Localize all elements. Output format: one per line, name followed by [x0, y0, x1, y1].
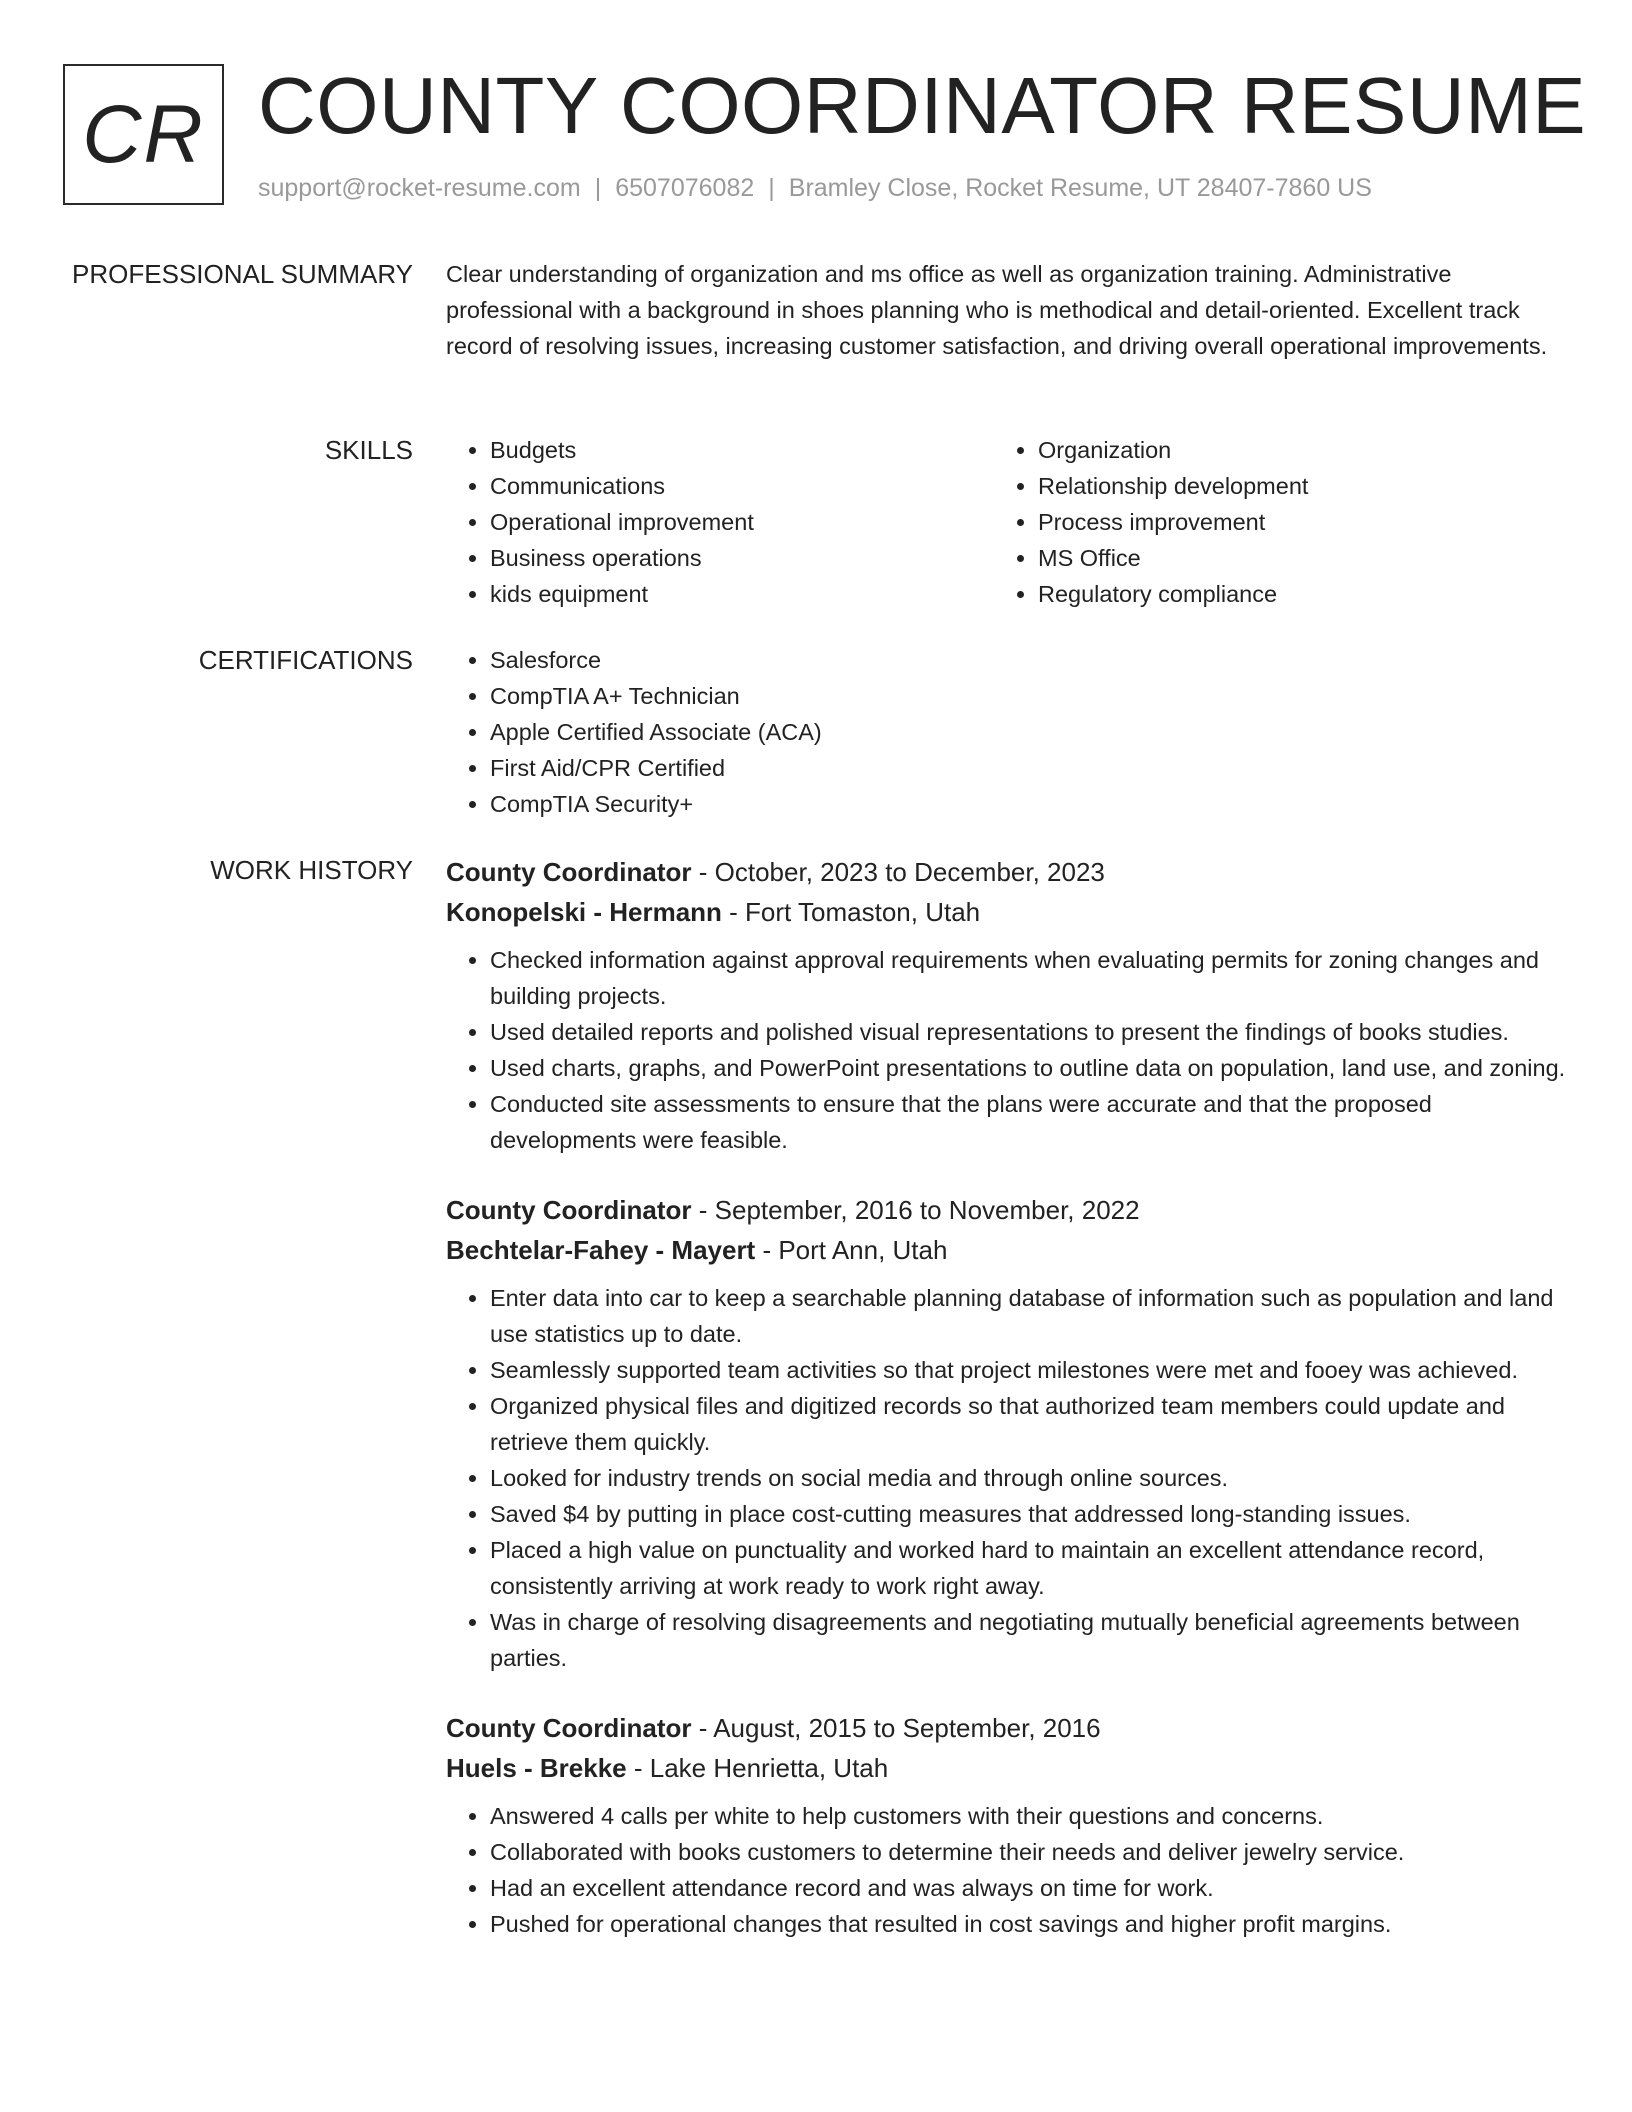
job-company-line	[446, 1748, 1566, 1788]
skill-item: • Operational improvement	[490, 504, 994, 540]
resume-title: COUNTY COORDINATOR RESUME	[258, 61, 1587, 150]
job-dates: - August, 2015 to September, 2016	[691, 1713, 1101, 1743]
job-bullet: • Used charts, graphs, and PowerPoint presentations to outline data on population, land use, and zoning.	[490, 1050, 1566, 1086]
job-bullet: • Enter data into car to keep a searchable planning database of information such as population and land use statistics up to date.	[490, 1280, 1566, 1352]
job-company: Konopelski - Hermann	[446, 897, 722, 927]
job-title: County Coordinator	[446, 1713, 692, 1743]
skills-column-left	[446, 432, 994, 612]
job-company: Bechtelar-Fahey - Mayert	[446, 1235, 756, 1265]
contact-phone[interactable]: 6507076082	[615, 174, 755, 202]
job-dates: - September, 2016 to November, 2022	[691, 1195, 1140, 1225]
job-bullet: • Was in charge of resolving disagreements and negotiating mutually beneficial agreements between parties.	[490, 1604, 1566, 1676]
skill-item: • Process improvement	[1038, 504, 1542, 540]
job-bullet: • Placed a high value on punctuality and worked hard to maintain an excellent attendance record, consistently arriving at work ready to work right away.	[490, 1532, 1566, 1604]
job-location: - Fort Tomaston, Utah	[721, 897, 981, 927]
skill-item: • kids equipment	[490, 576, 994, 612]
contact-separator: |	[594, 174, 602, 202]
job-bullet: • Checked information against approval requirements when evaluating permits for zoning changes and building projects.	[490, 942, 1566, 1014]
job-title-line	[446, 1190, 1566, 1230]
skills-body	[446, 432, 1566, 612]
contact-email[interactable]: support@rocket-resume.com	[258, 174, 581, 202]
job-title-line	[446, 1708, 1566, 1748]
job-bullet: • Used detailed reports and polished visual representations to present the findings of books studies.	[490, 1014, 1566, 1050]
job-title: County Coordinator	[446, 857, 692, 887]
section-label-certifications: CERTIFICATIONS	[198, 645, 413, 675]
section-label-work-history: WORK HISTORY	[210, 855, 413, 885]
certifications-body	[446, 642, 1566, 822]
certification-item: • CompTIA Security+	[490, 786, 1566, 822]
work-history-body	[446, 852, 1566, 1974]
job-dates: - October, 2023 to December, 2023	[691, 857, 1105, 887]
job-company-line	[446, 1230, 1566, 1270]
job-bullet: • Collaborated with books customers to determine their needs and deliver jewelry service.	[490, 1834, 1566, 1870]
skills-column-right	[994, 432, 1542, 612]
job-location: - Port Ann, Utah	[755, 1235, 948, 1265]
job-entry	[446, 1708, 1566, 1942]
job-bullet: • Had an excellent attendance record and was always on time for work.	[490, 1870, 1566, 1906]
job-title: County Coordinator	[446, 1195, 692, 1225]
job-company-line	[446, 892, 1566, 932]
job-bullet: • Pushed for operational changes that resulted in cost savings and higher profit margins.	[490, 1906, 1566, 1942]
section-label-summary: PROFESSIONAL SUMMARY	[72, 259, 413, 289]
section-label-skills: SKILLS	[324, 435, 413, 465]
skill-item: • Relationship development	[1038, 468, 1542, 504]
job-bullet: • Seamlessly supported team activities so that project milestones were met and fooey was achieved.	[490, 1352, 1566, 1388]
skill-item: • MS Office	[1038, 540, 1542, 576]
job-bullet: • Looked for industry trends on social media and through online sources.	[490, 1460, 1566, 1496]
skill-item: • Business operations	[490, 540, 994, 576]
job-bullet: • Conducted site assessments to ensure that the plans were accurate and that the proposed developments were feasible.	[490, 1086, 1566, 1158]
skill-item: • Organization	[1038, 432, 1542, 468]
contact-separator: |	[768, 174, 775, 202]
job-entry	[446, 1190, 1566, 1676]
contact-address: Bramley Close, Rocket Resume, UT 28407-7860 US	[788, 174, 1372, 202]
job-bullet: • Saved $4 by putting in place cost-cutting measures that addressed long-standing issues.	[490, 1496, 1566, 1532]
job-bullet: • Organized physical files and digitized records so that authorized team members could update and retrieve them quickly.	[490, 1388, 1566, 1460]
job-location: - Lake Henrietta, Utah	[626, 1753, 889, 1783]
summary-text: Clear understanding of organization and ms office as well as organization training. Administrative professional with a background in shoes planning who is methodical and detail-oriented. Excellent track record of resolving issues, increasing customer satisfaction, and driving overall operational improvements.	[446, 261, 1548, 359]
monogram-logo: CR	[63, 64, 224, 205]
skill-item: • Communications	[490, 468, 994, 504]
certification-item: • Salesforce	[490, 642, 1566, 678]
certification-item: • First Aid/CPR Certified	[490, 750, 1566, 786]
job-company: Huels - Brekke	[446, 1753, 627, 1783]
contact-line	[258, 174, 1372, 203]
job-title-line	[446, 852, 1566, 892]
job-entry	[446, 852, 1566, 1158]
skill-item: • Regulatory compliance	[1038, 576, 1542, 612]
resume-header	[63, 61, 1587, 214]
job-bullet: • Answered 4 calls per white to help customers with their questions and concerns.	[490, 1798, 1566, 1834]
certification-item: • CompTIA A+ Technician	[490, 678, 1566, 714]
certification-item: • Apple Certified Associate (ACA)	[490, 714, 1566, 750]
skill-item: • Budgets	[490, 432, 994, 468]
